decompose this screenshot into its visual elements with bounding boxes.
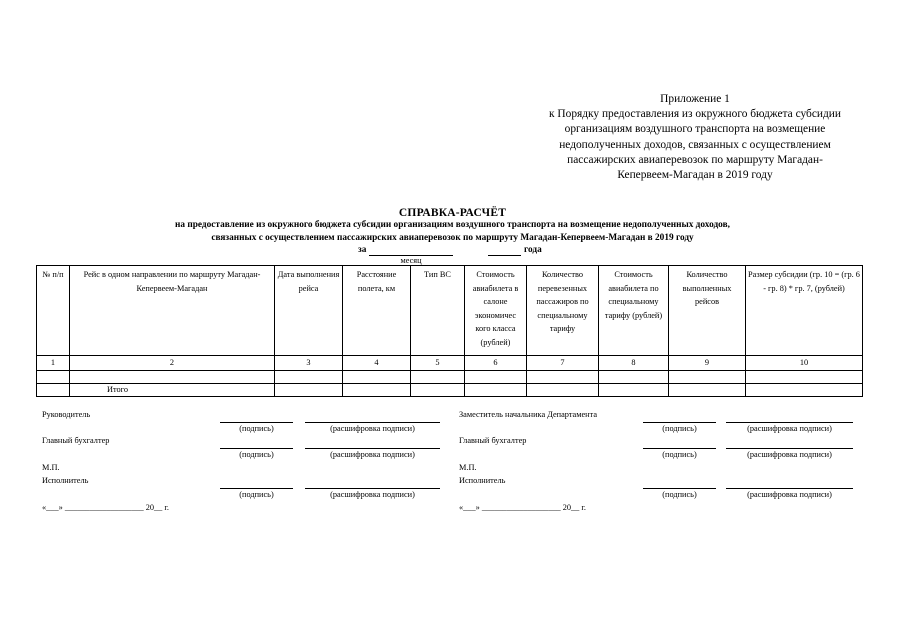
- column-number: 6: [465, 356, 527, 371]
- signer-executor-left: Исполнитель: [42, 476, 89, 485]
- column-header: Количество перевезенных пассажиров по специальному тарифу: [527, 266, 599, 356]
- signer-executor-right: Исполнитель: [459, 476, 506, 485]
- decode-caption: (расшифровка подписи): [747, 424, 832, 433]
- calculation-table: [36, 265, 863, 397]
- table-cell: [669, 371, 746, 384]
- signature-decode-line: [305, 488, 440, 489]
- signature-line: [220, 488, 293, 489]
- column-number: 9: [669, 356, 746, 371]
- decode-caption: (расшифровка подписи): [747, 490, 832, 499]
- table-cell: [411, 371, 465, 384]
- table-cell: [599, 384, 669, 397]
- total-label: Итого: [70, 384, 275, 397]
- table-cell: [343, 371, 411, 384]
- column-number: 3: [275, 356, 343, 371]
- signature-line: [220, 448, 293, 449]
- total-row: [37, 384, 863, 397]
- signature-decode-line: [726, 488, 853, 489]
- table-cell: [465, 384, 527, 397]
- appendix-line: к Порядку предоставления из окружного бюджета субсидии: [549, 108, 841, 121]
- document-title: СПРАВКА-РАСЧЁТ: [398, 207, 507, 219]
- signer-accountant-left: Главный бухгалтер: [42, 436, 110, 445]
- signature-line: [643, 422, 716, 423]
- appendix-line: Кепервеем-Магадан в 2019 году: [617, 169, 773, 182]
- column-header: Количество выполненных рейсов: [669, 266, 746, 356]
- signature-decode-line: [726, 448, 853, 449]
- column-header: Дата выполнения рейса: [275, 266, 343, 356]
- sign-caption: (подпись): [662, 424, 697, 433]
- signature-decode-line: [726, 422, 853, 423]
- signature-line: [220, 422, 293, 423]
- table-row: [37, 371, 863, 384]
- table-cell: [37, 384, 70, 397]
- date-line-right: «___» ___________________ 20__ г.: [459, 503, 586, 512]
- column-header: Стоимость авиабилета в салоне экономичес кого класса (рублей): [465, 266, 527, 356]
- column-number: 4: [343, 356, 411, 371]
- signer-accountant-right: Главный бухгалтер: [459, 436, 527, 445]
- decode-caption: (расшифровка подписи): [330, 424, 415, 433]
- sign-caption: (подпись): [239, 490, 274, 499]
- column-number: 8: [599, 356, 669, 371]
- column-header: Размер субсидии (гр. 10 = (гр. 6 - гр. 8) * гр. 7, (рублей): [746, 266, 863, 356]
- sign-caption: (подпись): [662, 450, 697, 459]
- sign-caption: (подпись): [239, 450, 274, 459]
- table-header-row: [37, 266, 863, 356]
- table-cell: [746, 371, 863, 384]
- column-header: Рейс в одном направлении по маршруту Магадан-Кепервеем-Магадан: [70, 266, 275, 356]
- year-blank-line: [488, 255, 521, 256]
- appendix-line: Приложение 1: [660, 93, 730, 105]
- signature-line: [643, 448, 716, 449]
- column-number: 1: [37, 356, 70, 371]
- table-cell: [275, 384, 343, 397]
- table-cell: [343, 384, 411, 397]
- stamp-place-left: М.П.: [42, 463, 60, 472]
- signature-decode-line: [305, 422, 440, 423]
- column-number-row: [37, 356, 863, 371]
- month-label: месяц: [400, 256, 422, 265]
- decode-caption: (расшифровка подписи): [747, 450, 832, 459]
- period-za: за: [358, 245, 367, 255]
- column-header: № п/п: [37, 266, 70, 356]
- table-cell: [275, 371, 343, 384]
- table-cell: [669, 384, 746, 397]
- appendix-line: недополученных доходов, связанных с осуществлением: [559, 138, 831, 151]
- table-cell: [746, 384, 863, 397]
- decode-caption: (расшифровка подписи): [330, 490, 415, 499]
- column-number: 10: [746, 356, 863, 371]
- table-cell: [37, 371, 70, 384]
- table-cell: [527, 384, 599, 397]
- period-year-word: года: [524, 245, 542, 255]
- appendix-line: организациям воздушного транспорта на возмещение: [564, 123, 826, 136]
- column-number: 5: [411, 356, 465, 371]
- column-header: Тип ВС: [411, 266, 465, 356]
- decode-caption: (расшифровка подписи): [330, 450, 415, 459]
- stamp-place-right: М.П.: [459, 463, 477, 472]
- document-subtitle-line2: связанных с осуществлением пассажирских авиаперевозок по маршруту Магадан-Кепервеем-Магадан в 2019 году: [211, 233, 694, 243]
- signer-head-left: Руководитель: [42, 410, 91, 419]
- document-subtitle-line1: на предоставление из окружного бюджета субсидии организациям воздушного транспорта на возмещение недополученных доходов,: [175, 220, 730, 230]
- appendix-line: пассажирских авиаперевозок по маршруту Магадан-: [567, 153, 823, 166]
- signature-decode-line: [305, 448, 440, 449]
- appendix-header: [500, 92, 890, 183]
- column-header: Расстояние полета, км: [343, 266, 411, 356]
- table-cell: [599, 371, 669, 384]
- date-line-left: «___» ___________________ 20__ г.: [42, 503, 169, 512]
- column-number: 7: [527, 356, 599, 371]
- sign-caption: (подпись): [239, 424, 274, 433]
- table-cell: [465, 371, 527, 384]
- column-number: 2: [70, 356, 275, 371]
- table-cell: [411, 384, 465, 397]
- signer-head-right: Заместитель начальника Департамента: [459, 410, 598, 419]
- signature-line: [643, 488, 716, 489]
- column-header: Стоимость авиабилета по специальному тарифу (рублей): [599, 266, 669, 356]
- table-cell: [70, 371, 275, 384]
- table-cell: [527, 371, 599, 384]
- sign-caption: (подпись): [662, 490, 697, 499]
